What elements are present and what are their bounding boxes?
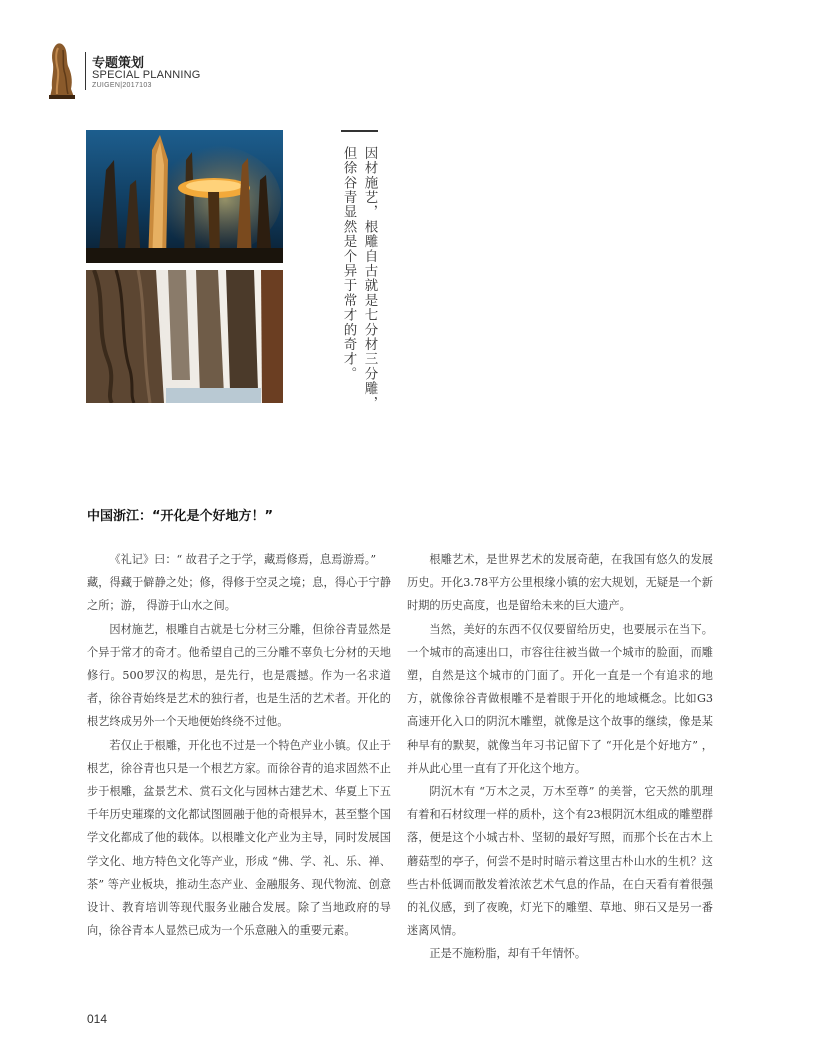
root-sculpture-logo — [46, 42, 78, 100]
section-title: 中国浙江：“开化是个好地方！” — [87, 509, 274, 524]
paragraph: 因材施艺，根雕自古就是七分材三分雕，但徐谷青显然是个异于常才的奇才。他希望自己的三分雕不辜负七分材的天地修行。500罗汉的构思，是先行，也是震撼。作为一名求道者，徐谷青始终是艺术的独行者，也是生活的艺术者。开化的根艺终成另外一个天地便始终绕不过他。 — [87, 622, 391, 729]
paragraph: 藏，得藏于僻静之处；修，得修于空灵之境；息，得心于宁静之所；游， 得游于山水之间。 — [87, 576, 391, 613]
issue-code: ZUIGEN|2017103 — [92, 82, 152, 89]
body-column-right — [407, 548, 713, 966]
paragraph: 当然，美好的东西不仅仅要留给历史，也要展示在当下。一个城市的高速出口，市容往往被当做一个城市的脸面，而雕塑，自然是这个城市的门面了。开化一直是一个有追求的地方，就像徐谷青做根雕不是着眼于开化的地域概念。比如G3高速开化入口的阴沉木雕塑，就像是这个故事的继续，像是某种早有的默契，就像当年习书记留下了 “开化是个好地方” ，并从此心里一直有了开化这个地方。 — [407, 622, 713, 775]
pull-quote-line-2: 但徐谷青显然是个异于常才的奇才。 — [340, 146, 357, 382]
paragraph: 正是不施粉脂，却有千年情怀。 — [429, 947, 587, 961]
paragraph: 《礼记》曰：“ 故君子之于学，藏焉修焉，息焉游焉。” — [109, 553, 377, 566]
pull-quote-line-1: 因材施艺，根雕自古就是七分材三分雕， — [361, 146, 378, 411]
page-number: 014 — [87, 1012, 108, 1026]
paragraph: 若仅止于根雕，开化也不过是一个特色产业小镇。仅止于根艺，徐谷青也只是一个根艺方家。而徐谷青的追求固然不止步于根雕，盆景艺术、赏石文化与园林古建艺术、华夏上下五千年历史璀璨的文化都试图圆融于他的奇根异木，甚至整个国学文化都成了他的载体。以根雕文化产业为主导，同时发展国学文化、地方特色文化等产业，形成 “佛、学、礼、乐、禅、茶” 等产业板块，推动生态产业、金融服务、现代物流、创意设计、教育培训等现代服务业融合发展。除了当地政府的导向，徐谷青本人显然已成为一个乐意融入的重要元素。 — [87, 738, 391, 938]
paragraph: 根雕艺术，是世界艺术的发展奇葩，在我国有悠久的发展历史。开化3.78平方公里根缘小镇的宏大规划，无疑是一个新时期的历史高度，也是留给未来的巨大遗产。 — [407, 553, 713, 613]
section-label-cn: 专题策划 — [92, 56, 145, 71]
photo-mushroom-pavilion — [86, 130, 283, 263]
section-label-en: SPECIAL PLANNING — [92, 69, 201, 81]
header-divider — [85, 52, 86, 90]
photo-wood-trunks — [86, 270, 283, 403]
paragraph: 阴沉木有 “万木之灵，万木至尊” 的美誉，它天然的肌理有着和石材纹理一样的质朴，这个有23根阴沉木组成的雕塑群落，便是这个小城古朴、坚韧的最好写照，而那个长在古木上蘑菇型的亭子，何尝不是时时暗示着这里古朴山水的生机？这些古朴低调而散发着浓浓艺术气息的作品，在白天看有着很强的礼仪感，到了夜晚，灯光下的雕塑、草地、卵石又是另一番迷离风情。 — [407, 785, 713, 938]
pull-quote-accent-bar — [341, 130, 378, 132]
body-column-left — [87, 548, 391, 942]
